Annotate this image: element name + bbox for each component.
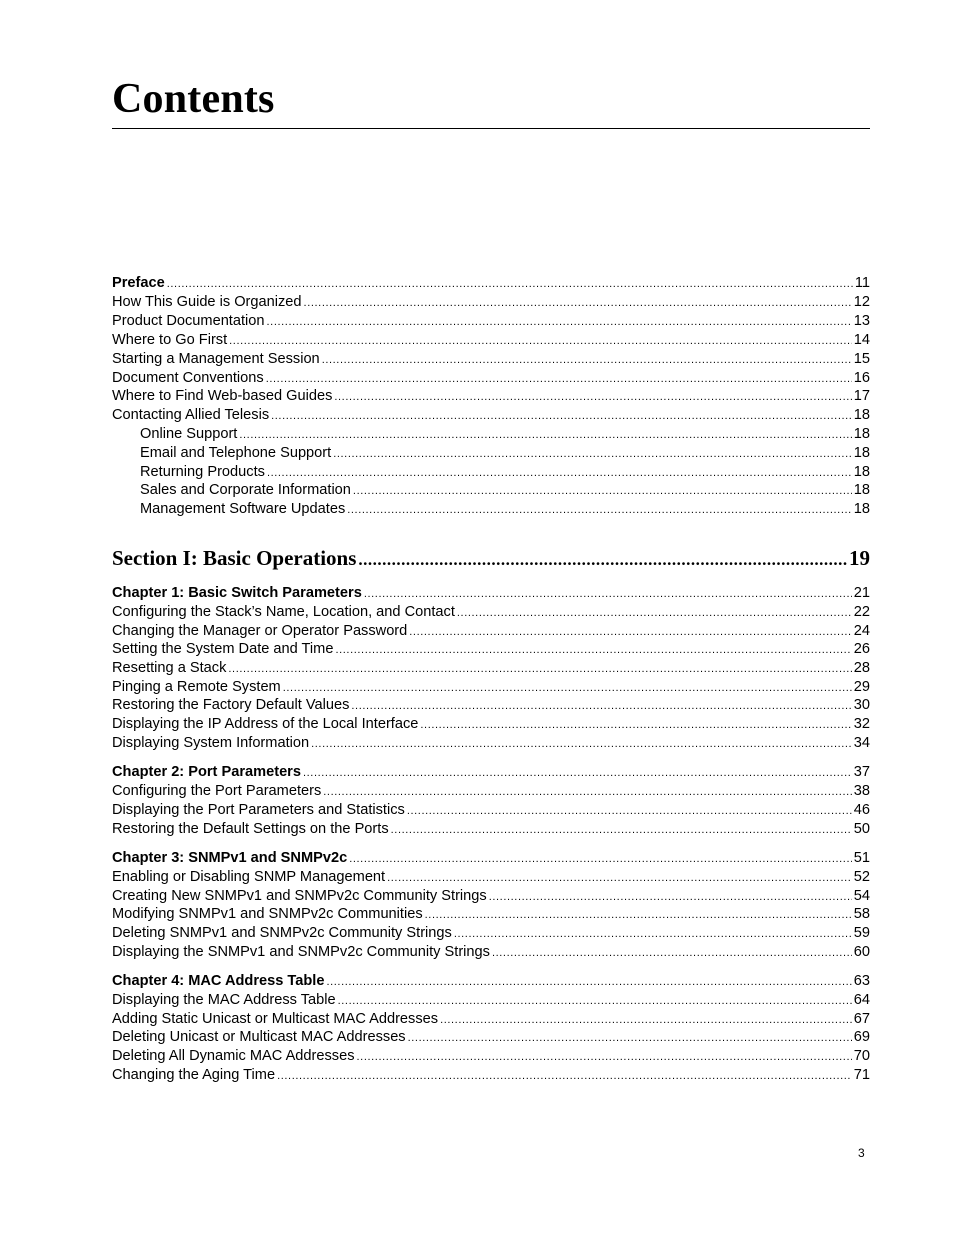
page-number: 3 [858,1146,865,1160]
dot-leader [335,641,851,660]
toc-entry[interactable] [112,1047,870,1066]
toc-entry-title: Displaying System Information [112,735,310,751]
toc-entry-title: Restoring the Factory Default Values [112,697,350,713]
toc-entry-page: 21 [853,585,870,601]
toc-entry-title: Section I: Basic Operations [112,546,357,570]
dot-leader [229,332,852,351]
toc-entry-page: 58 [853,906,870,922]
toc-entry-page: 69 [853,1029,870,1045]
toc-entry-page: 67 [853,1011,870,1027]
toc-entry-title: Preface [112,275,165,291]
toc-entry-title: Sales and Corporate Information [140,482,351,498]
toc-entry-title: Enabling or Disabling SNMP Management [112,869,386,885]
toc-entry-page: 26 [853,641,870,657]
toc-entry-page: 59 [853,925,870,941]
dot-leader [357,1048,852,1067]
toc-entry[interactable] [112,659,870,678]
toc-entry-title: How This Guide is Organized [112,294,302,310]
dot-leader [358,546,847,574]
toc-entry-page: 18 [853,445,870,461]
toc-entry-page: 60 [853,944,870,960]
toc-entry-title: Returning Products [140,464,265,480]
toc-entry-title: Displaying the Port Parameters and Statistics [112,802,405,818]
dot-leader [349,850,852,869]
toc-entry-title: Setting the System Date and Time [112,641,334,657]
toc-entry-title: Chapter 2: Port Parameters [112,764,301,780]
toc-entry-title: Where to Find Web-based Guides [112,388,333,404]
toc-entry-page: 64 [853,992,870,1008]
toc-entry[interactable] [112,406,870,425]
dot-leader [271,407,852,426]
toc-entry[interactable] [112,640,870,659]
toc-entry-page: 18 [853,426,870,442]
dot-leader [326,973,851,992]
dot-leader [277,1067,852,1086]
toc-subentry[interactable] [140,481,870,500]
toc-entry[interactable] [112,312,870,331]
toc-entry-title: Deleting Unicast or Multicast MAC Addresses [112,1029,406,1045]
toc-entry-title: Online Support [140,426,238,442]
toc-entry-title: Chapter 4: MAC Address Table [112,973,325,989]
toc-entry[interactable] [112,782,870,801]
toc-entry-page: 13 [853,313,870,329]
toc-entry-title: Document Conventions [112,370,264,386]
toc-entry[interactable] [112,801,870,820]
toc-entry-page: 24 [853,623,870,639]
toc-entry-page: 37 [853,764,870,780]
toc-chapter[interactable] [112,972,870,991]
toc-entry-page: 38 [853,783,870,799]
toc-chapter[interactable] [112,584,870,603]
toc-entry-title: Product Documentation [112,313,265,329]
toc-entry-title: Restoring the Default Settings on the Ports [112,821,389,837]
toc-entry-page: 51 [853,850,870,866]
toc-entry[interactable] [112,696,870,715]
toc-entry-page: 18 [853,464,870,480]
dot-leader [353,482,852,501]
toc-entry-title: Chapter 1: Basic Switch Parameters [112,585,362,601]
toc-entry-title: Deleting SNMPv1 and SNMPv2c Community Strings [112,925,452,941]
toc-entry-page: 19 [849,546,870,570]
toc-entry[interactable] [112,331,870,350]
toc-entry-page: 71 [853,1067,870,1083]
toc-entry-title: Deleting All Dynamic MAC Addresses [112,1048,355,1064]
toc-entry[interactable] [112,715,870,734]
toc-entry-page: 18 [853,482,870,498]
toc-entry-page: 63 [853,973,870,989]
dot-leader [492,944,852,963]
toc-entry-page: 18 [853,501,870,517]
dot-leader [303,764,852,783]
toc-chapter[interactable] [112,849,870,868]
toc-subentry[interactable] [140,444,870,463]
toc-entry[interactable] [112,293,870,312]
toc-entry-title: Creating New SNMPv1 and SNMPv2c Community Strings [112,888,487,904]
dot-leader [364,585,852,604]
toc-entry-page: 29 [853,679,870,695]
toc-entry-title: Management Software Updates [140,501,346,517]
toc-entry[interactable] [112,678,870,697]
dot-leader [322,351,852,370]
dot-leader [347,501,852,520]
toc-entry-title: Changing the Aging Time [112,1067,276,1083]
toc-entry-page: 18 [853,407,870,423]
dot-leader [454,925,852,944]
toc-section[interactable] [112,544,870,572]
toc-entry[interactable] [112,887,870,906]
toc-entry-page: 34 [853,735,870,751]
toc-entry[interactable] [112,1028,870,1047]
dot-leader [323,783,851,802]
dot-leader [425,906,852,925]
toc-entry-title: Pinging a Remote System [112,679,281,695]
toc-entry-title: Configuring the Port Parameters [112,783,322,799]
toc-entry-title: Changing the Manager or Operator Password [112,623,408,639]
title-rule [112,128,870,129]
toc-entry[interactable] [112,603,870,622]
toc-entry-title: Starting a Management Session [112,351,320,367]
dot-leader [338,992,852,1011]
dot-leader [407,802,852,821]
toc-entry-page: 54 [853,888,870,904]
toc-entry-page: 12 [853,294,870,310]
toc-entry[interactable] [112,868,870,887]
toc-entry-title: Resetting a Stack [112,660,227,676]
toc-entry[interactable] [112,905,870,924]
toc-entry-page: 46 [853,802,870,818]
toc-entry[interactable] [112,991,870,1010]
dot-leader [408,1029,852,1048]
toc-entry[interactable] [112,1010,870,1029]
dot-leader [167,275,853,294]
toc-entry[interactable] [112,820,870,839]
toc-subentry[interactable] [140,463,870,482]
dot-leader [420,716,851,735]
dot-leader [334,388,851,407]
dot-leader [333,445,852,464]
toc-entry-page: 16 [853,370,870,386]
toc-entry-title: Displaying the IP Address of the Local Interface [112,716,419,732]
toc-entry-title: Displaying the SNMPv1 and SNMPv2c Community Strings [112,944,490,960]
page-title: Contents [112,76,275,122]
dot-leader [457,604,852,623]
dot-leader [351,697,851,716]
toc-entry[interactable] [112,622,870,641]
toc-entry[interactable] [112,924,870,943]
toc-chapter[interactable] [112,274,870,293]
dot-leader [239,426,851,445]
dot-leader [387,869,852,888]
toc-entry-page: 52 [853,869,870,885]
toc-subentry[interactable] [140,425,870,444]
toc-entry-page: 17 [853,388,870,404]
toc-entry[interactable] [112,734,870,753]
toc-entry-page: 14 [853,332,870,348]
toc-entry-title: Chapter 3: SNMPv1 and SNMPv2c [112,850,348,866]
toc-entry[interactable] [112,1066,870,1085]
toc-entry-title: Adding Static Unicast or Multicast MAC Addresses [112,1011,439,1027]
toc-entry[interactable] [112,943,870,962]
toc-entry-page: 30 [853,697,870,713]
dot-leader [228,660,851,679]
toc-entry[interactable] [112,350,870,369]
toc-entry-title: Where to Go First [112,332,228,348]
toc-entry[interactable] [112,369,870,388]
toc-entry-page: 22 [853,604,870,620]
dot-leader [311,735,852,754]
toc-entry-page: 15 [853,351,870,367]
toc-entry-title: Displaying the MAC Address Table [112,992,336,1008]
toc-entry-page: 32 [853,716,870,732]
dot-leader [267,313,852,332]
toc-entry-page: 70 [853,1048,870,1064]
toc-chapter[interactable] [112,763,870,782]
toc-subentry[interactable] [140,500,870,519]
toc-entry-page: 28 [853,660,870,676]
toc-entry-page: 11 [854,275,870,291]
toc-entry[interactable] [112,387,870,406]
toc-entry-title: Modifying SNMPv1 and SNMPv2c Communities [112,906,423,922]
toc-entry-title: Configuring the Stack’s Name, Location, and Contact [112,604,455,620]
toc-entry-page: 50 [853,821,870,837]
dot-leader [304,294,852,313]
toc-entry-title: Email and Telephone Support [140,445,332,461]
dot-leader [391,821,852,840]
toc-entry-title: Contacting Allied Telesis [112,407,270,423]
